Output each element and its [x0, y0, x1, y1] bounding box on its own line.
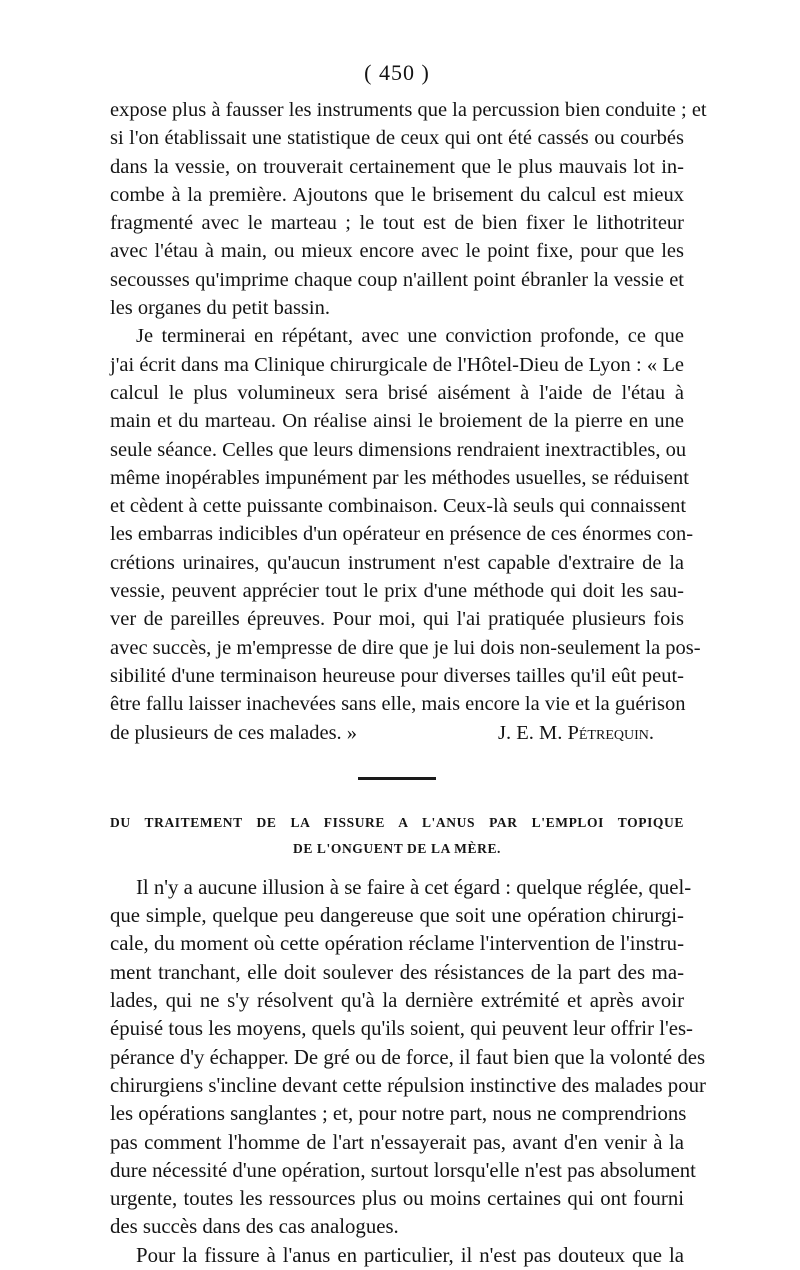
signature-initials: J. E. M. — [498, 721, 563, 744]
text-line: combe à la première. Ajoutons que le brisement du calcul est mieux — [110, 183, 684, 206]
text-line: vessie, peuvent apprécier tout le prix d'une méthode qui doit les sau- — [110, 580, 684, 603]
section-body — [110, 874, 706, 1270]
text-line: pas comment l'homme de l'art n'essayerait pas, avant d'en venir à la — [110, 1130, 684, 1154]
text-line: Pour la fissure à l'anus en particulier, il n'est pas douteux que la — [136, 1243, 684, 1267]
signature-name: Pétrequin. — [567, 721, 654, 744]
text-line: avec succès, je m'empresse de dire que je lui dois non-seulement la pos- — [110, 636, 701, 659]
page-number: ( 450 ) — [364, 60, 430, 85]
paragraph-3 — [110, 874, 706, 1242]
text-line: urgente, toutes les ressources plus ou moins certaines qui ont fourni — [110, 1187, 684, 1211]
text-line: si l'on établissait une statistique de ceux qui ont été cassés ou courbés — [110, 127, 684, 150]
text-line: même inopérables impunément par les méthodes usuelles, se réduisent — [110, 466, 689, 489]
text-line: cale, du moment où cette opération réclame l'intervention de l'instru- — [110, 932, 684, 956]
text-line: j'ai écrit dans ma Clinique chirurgicale de l'Hôtel-Dieu de Lyon : « Le — [110, 353, 684, 376]
text-line: les organes du petit bassin. — [110, 297, 330, 320]
text-line: ment tranchant, elle doit soulever des résistances de la part des ma- — [110, 960, 684, 984]
text-line: pérance d'y échapper. De gré ou de force, il faut bien que la volonté des — [110, 1045, 706, 1069]
text-line: chirurgiens s'incline devant cette répulsion instinctive des malades pour — [110, 1073, 706, 1097]
text-line: ver de pareilles épreuves. Pour moi, qui l'ai pratiquée plusieurs fois — [110, 608, 684, 631]
text-line: dure nécessité d'une opération, surtout lorsqu'elle n'est pas absolument — [110, 1158, 696, 1182]
text-line: Il n'y a aucune illusion à se faire à cet égard : quelque réglée, quel- — [136, 875, 692, 899]
section-heading — [110, 810, 684, 862]
signature-line — [110, 719, 684, 747]
text-line: calcul le plus volumineux sera brisé aisément à l'aide de l'étau à — [110, 381, 684, 404]
text-line: sibilité d'une terminaison heureuse pour diverses tailles qu'il eût peut- — [110, 664, 684, 687]
paragraph-1 — [110, 96, 707, 322]
signature — [498, 719, 684, 747]
text-line: secousses qu'imprime chaque coup n'aillent point ébranler la vessie et — [110, 268, 684, 291]
text-line: les embarras indicibles d'un opérateur en présence de ces énormes con- — [110, 523, 694, 546]
text-line: les opérations sanglantes ; et, pour notre part, nous ne comprendrions — [110, 1102, 687, 1126]
page — [110, 58, 707, 1270]
paragraph-2 — [110, 322, 701, 746]
text-line: être fallu laisser inachevées sans elle, mais encore la vie et la guérison — [110, 693, 686, 716]
text-line: main et du marteau. On réalise ainsi le broiement de la pierre en une — [110, 410, 684, 433]
text-line: dans la vessie, on trouverait certainement que le plus mauvais lot in- — [110, 155, 684, 178]
section-divider — [358, 777, 436, 780]
paragraph-4 — [110, 1242, 684, 1270]
text-line: des succès dans des cas analogues. — [110, 1215, 399, 1239]
text-line: lades, qui ne s'y résolvent qu'à la dernière extrémité et après avoir — [110, 989, 684, 1013]
text-line: expose plus à fausser les instruments que la percussion bien conduite ; et — [110, 99, 707, 121]
text-line: Je terminerai en répétant, avec une conviction profonde, ce que — [136, 325, 684, 348]
text-line: crétions urinaires, qu'aucun instrument n'est capable d'extraire de la — [110, 551, 684, 574]
text-line: de plusieurs de ces malades. » — [110, 721, 358, 744]
text-line: épuisé tous les moyens, quels qu'ils soient, qui peuvent leur offrir l'es- — [110, 1017, 693, 1041]
text-line: que simple, quelque peu dangereuse que soit une opération chirurgi- — [110, 904, 684, 928]
text-line: et cèdent à cette puissante combinaison. Ceux-là seuls qui connaissent — [110, 495, 687, 518]
section-heading-line: DE L'ONGUENT DE LA MÈRE. — [292, 840, 502, 856]
text-line: fragmenté avec le marteau ; le tout est de bien fixer le lithotriteur — [110, 212, 684, 235]
text-line: seule séance. Celles que leurs dimensions rendraient inextractibles, ou — [110, 438, 687, 461]
text-line: avec l'étau à main, ou mieux encore avec le point fixe, pour que les — [110, 240, 684, 263]
section-heading-line: DU TRAITEMENT DE LA FISSURE A L'ANUS PAR L'EMPLOI TOPIQUE — [110, 814, 684, 830]
